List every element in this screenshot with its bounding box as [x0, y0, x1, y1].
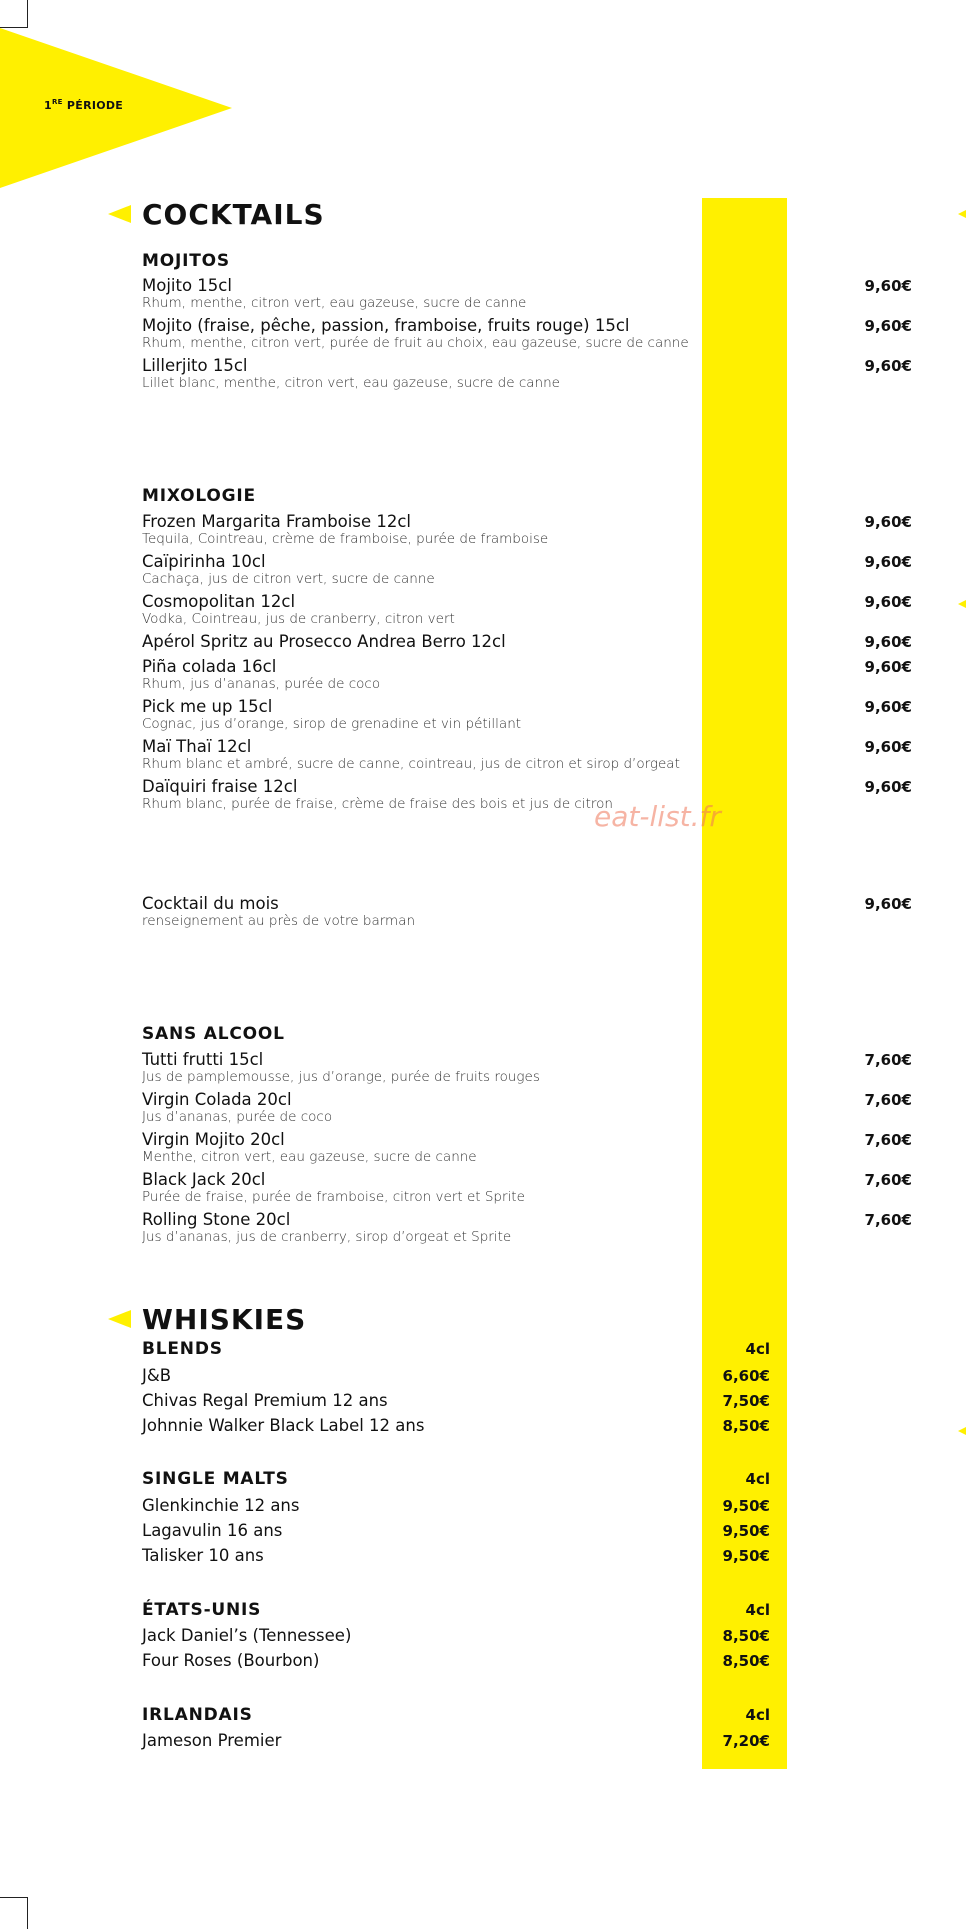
subsection-title-sans-alcool: SANS ALCOOL: [142, 1024, 285, 1044]
item-name: Piña colada 16cl: [142, 657, 277, 676]
whisky-name: Jameson Premier: [142, 1731, 282, 1750]
item-description: Cognac, jus d’orange, sirop de grenadine et vin pétillant: [142, 716, 522, 732]
edge-arrow-icon: [958, 1427, 966, 1435]
subsection-title-mojitos: MOJITOS: [142, 251, 230, 271]
whisky-name: Glenkinchie 12 ans: [142, 1496, 300, 1515]
subsection-title-mixologie: MIXOLOGIE: [142, 486, 256, 506]
menu-item: [142, 1210, 912, 1245]
section-title-cocktails: COCKTAILS: [108, 196, 325, 232]
item-name: Mojito 15cl: [142, 276, 232, 295]
menu-item-cocktail-du-mois: [142, 894, 912, 929]
item-name: Frozen Margarita Framboise 12cl: [142, 512, 411, 531]
menu-item: [142, 1090, 912, 1125]
item-description: Rhum blanc et ambré, sucre de canne, cointreau, jus de citron et sirop d’orgeat: [142, 756, 680, 772]
section-arrow-icon: [108, 1310, 131, 1328]
menu-item: [142, 1130, 912, 1165]
subsection-title-single-malts: SINGLE MALTS: [142, 1469, 289, 1489]
item-description: Jus d’ananas, jus de cranberry, sirop d’orgeat et Sprite: [142, 1229, 512, 1245]
menu-item: [142, 592, 912, 627]
item-name: Mojito (fraise, pêche, passion, framboise, fruits rouge) 15cl: [142, 316, 630, 335]
item-name: Virgin Colada 20cl: [142, 1090, 292, 1109]
item-name: Daïquiri fraise 12cl: [142, 777, 298, 796]
edge-arrow-icon: [958, 210, 966, 218]
item-price: 7,60€: [864, 1091, 912, 1109]
edge-arrow-icon: [958, 600, 966, 608]
crop-mark-bottom-left: [0, 1897, 28, 1929]
item-price: 9,60€: [864, 895, 912, 913]
item-name: Virgin Mojito 20cl: [142, 1130, 285, 1149]
whisky-price: 9,50€: [722, 1522, 770, 1540]
unit-label: 4cl: [745, 1601, 770, 1619]
whisky-price: 6,60€: [722, 1367, 770, 1385]
period-label: 1RE PÉRIODE: [44, 98, 124, 112]
item-name: Rolling Stone 20cl: [142, 1210, 291, 1229]
item-price: 9,60€: [864, 658, 912, 676]
item-name: Cocktail du mois: [142, 894, 279, 913]
unit-label: 4cl: [745, 1706, 770, 1724]
item-description: Rhum, jus d’ananas, purée de coco: [142, 676, 381, 692]
whisky-name: Talisker 10 ans: [142, 1546, 264, 1565]
item-price: 9,60€: [864, 317, 912, 335]
menu-item: [142, 697, 912, 732]
subsection-title-irlandais: IRLANDAIS: [142, 1705, 253, 1725]
whisky-name: Johnnie Walker Black Label 12 ans: [142, 1416, 425, 1435]
item-price: 9,60€: [864, 357, 912, 375]
item-name: Black Jack 20cl: [142, 1170, 266, 1189]
item-price: 9,60€: [864, 698, 912, 716]
item-name: Tutti frutti 15cl: [142, 1050, 264, 1069]
item-price: 9,60€: [864, 778, 912, 796]
whisky-name: Four Roses (Bourbon): [142, 1651, 320, 1670]
whisky-price: 8,50€: [722, 1417, 770, 1435]
menu-item: [142, 552, 912, 587]
item-name: Pick me up 15cl: [142, 697, 273, 716]
item-price: 7,60€: [864, 1131, 912, 1149]
item-price: 9,60€: [864, 277, 912, 295]
menu-item: [142, 657, 912, 692]
whisky-price: 7,20€: [722, 1732, 770, 1750]
item-name: Lillerjito 15cl: [142, 356, 248, 375]
menu-item: [142, 316, 912, 351]
unit-label: 4cl: [745, 1340, 770, 1358]
item-name: Caïpirinha 10cl: [142, 552, 266, 571]
menu-item: [142, 276, 912, 311]
item-price: 7,60€: [864, 1051, 912, 1069]
item-name: Maï Thaï 12cl: [142, 737, 252, 756]
item-description: Tequila, Cointreau, crème de framboise, purée de framboise: [142, 531, 549, 547]
whisky-price: 8,50€: [722, 1627, 770, 1645]
item-price: 7,60€: [864, 1171, 912, 1189]
item-description: Jus de pamplemousse, jus d’orange, purée de fruits rouges: [142, 1069, 540, 1085]
crop-mark-top-left: [0, 0, 28, 28]
whisky-price: 9,50€: [722, 1547, 770, 1565]
menu-item: [142, 632, 912, 652]
item-description: Rhum blanc, purée de fraise, crème de fraise des bois et jus de citron: [142, 796, 613, 812]
item-price: 9,60€: [864, 553, 912, 571]
item-name: Cosmopolitan 12cl: [142, 592, 296, 611]
subsection-title-etats-unis: ÉTATS-UNIS: [142, 1600, 262, 1620]
item-price: 7,60€: [864, 1211, 912, 1229]
whisky-name: Chivas Regal Premium 12 ans: [142, 1391, 388, 1410]
item-description: Rhum, menthe, citron vert, purée de fruit au choix, eau gazeuse, sucre de canne: [142, 335, 689, 351]
whisky-name: Jack Daniel’s (Tennessee): [142, 1626, 352, 1645]
whisky-price: 8,50€: [722, 1652, 770, 1670]
menu-item: [142, 737, 912, 772]
whisky-name: Lagavulin 16 ans: [142, 1521, 283, 1540]
watermark: eat-list.fr: [594, 800, 721, 833]
menu-item: [142, 1050, 912, 1085]
item-description: Lillet blanc, menthe, citron vert, eau gazeuse, sucre de canne: [142, 375, 560, 391]
section-arrow-icon: [108, 205, 131, 223]
whisky-price: 9,50€: [722, 1497, 770, 1515]
menu-item: [142, 1170, 912, 1205]
item-description: Purée de fraise, purée de framboise, citron vert et Sprite: [142, 1189, 525, 1205]
unit-label: 4cl: [745, 1470, 770, 1488]
whisky-price: 7,50€: [722, 1392, 770, 1410]
item-description: Menthe, citron vert, eau gazeuse, sucre de canne: [142, 1149, 477, 1165]
subsection-title-blends: BLENDS: [142, 1339, 223, 1359]
item-description: Jus d’ananas, purée de coco: [142, 1109, 333, 1125]
item-name: Apérol Spritz au Prosecco Andrea Berro 12cl: [142, 632, 506, 651]
whisky-name: J&B: [142, 1366, 172, 1385]
item-price: 9,60€: [864, 513, 912, 531]
item-price: 9,60€: [864, 633, 912, 651]
item-description: renseignement au près de votre barman: [142, 913, 416, 929]
section-title-whiskies: WHISKIES: [108, 1301, 306, 1337]
item-price: 9,60€: [864, 738, 912, 756]
item-description: Rhum, menthe, citron vert, eau gazeuse, sucre de canne: [142, 295, 527, 311]
item-description: Cachaça, jus de citron vert, sucre de canne: [142, 571, 435, 587]
item-price: 9,60€: [864, 593, 912, 611]
menu-item: [142, 512, 912, 547]
item-description: Vodka, Cointreau, jus de cranberry, citron vert: [142, 611, 455, 627]
menu-item: [142, 356, 912, 391]
